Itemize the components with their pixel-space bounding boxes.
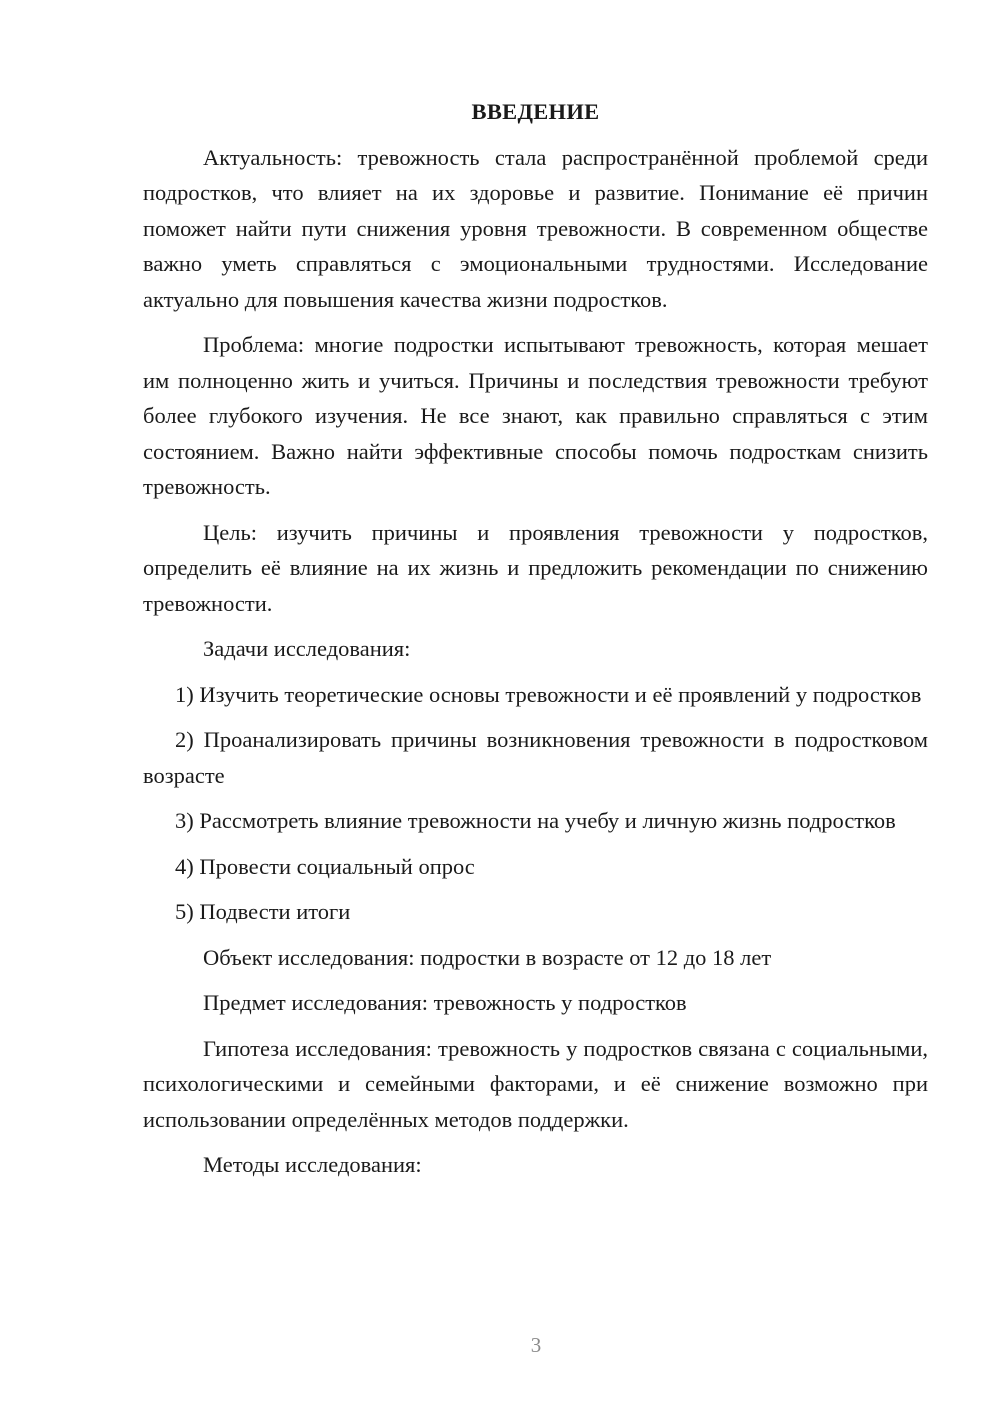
research-subject: Предмет исследования: тревожность у подростков bbox=[203, 990, 687, 1015]
task-item: 2) Проанализировать причины возникновения тревожности в подростковом возрасте bbox=[143, 727, 928, 788]
page-number: 3 bbox=[530, 1333, 542, 1357]
research-hypothesis: Гипотеза исследования: тревожность у подростков связана с социальными, психологическими и семейными факторами, и её снижение возможно при использовании определённых методов поддержки. bbox=[143, 1035, 928, 1132]
goal-paragraph: Цель: изучить причины и проявления тревожности у подростков, определить её влияние на их жизнь и предложить рекомендации по снижению тревожности. bbox=[143, 519, 928, 616]
task-item: 1) Изучить теоретические основы тревожности и её проявлений у подростков bbox=[175, 681, 922, 707]
relevance-paragraph: Актуальность: тревожность стала распространённой проблемой среди подростков, что влияет на их здоровье и развитие. Понимание её причин поможет найти пути снижения уровня тревожности. В современном обществе важно уметь справляться с эмоциональными трудностями. Исследование актуально для повышения качества жизни подростков. bbox=[143, 144, 928, 312]
tasks-heading: Задачи исследования: bbox=[203, 636, 411, 661]
section-title: ВВЕДЕНИЕ bbox=[471, 99, 600, 124]
task-item: 5) Подвести итоги bbox=[175, 899, 351, 924]
methods-heading: Методы исследования: bbox=[203, 1152, 422, 1177]
document-page bbox=[143, 94, 928, 1193]
problem-paragraph: Проблема: многие подростки испытывают тревожность, которая мешает им полноценно жить и учиться. Причины и последствия тревожности требуют более глубокого изучения. Не все знают, как правильно справляться с этим состоянием. Важно найти эффективные способы помочь подросткам снизить тревожность. bbox=[143, 332, 928, 499]
research-object: Объект исследования: подростки в возрасте от 12 до 18 лет bbox=[203, 944, 772, 970]
task-item: 3) Рассмотреть влияние тревожности на учебу и личную жизнь подростков bbox=[175, 808, 896, 833]
task-item: 4) Провести социальный опрос bbox=[175, 853, 475, 879]
